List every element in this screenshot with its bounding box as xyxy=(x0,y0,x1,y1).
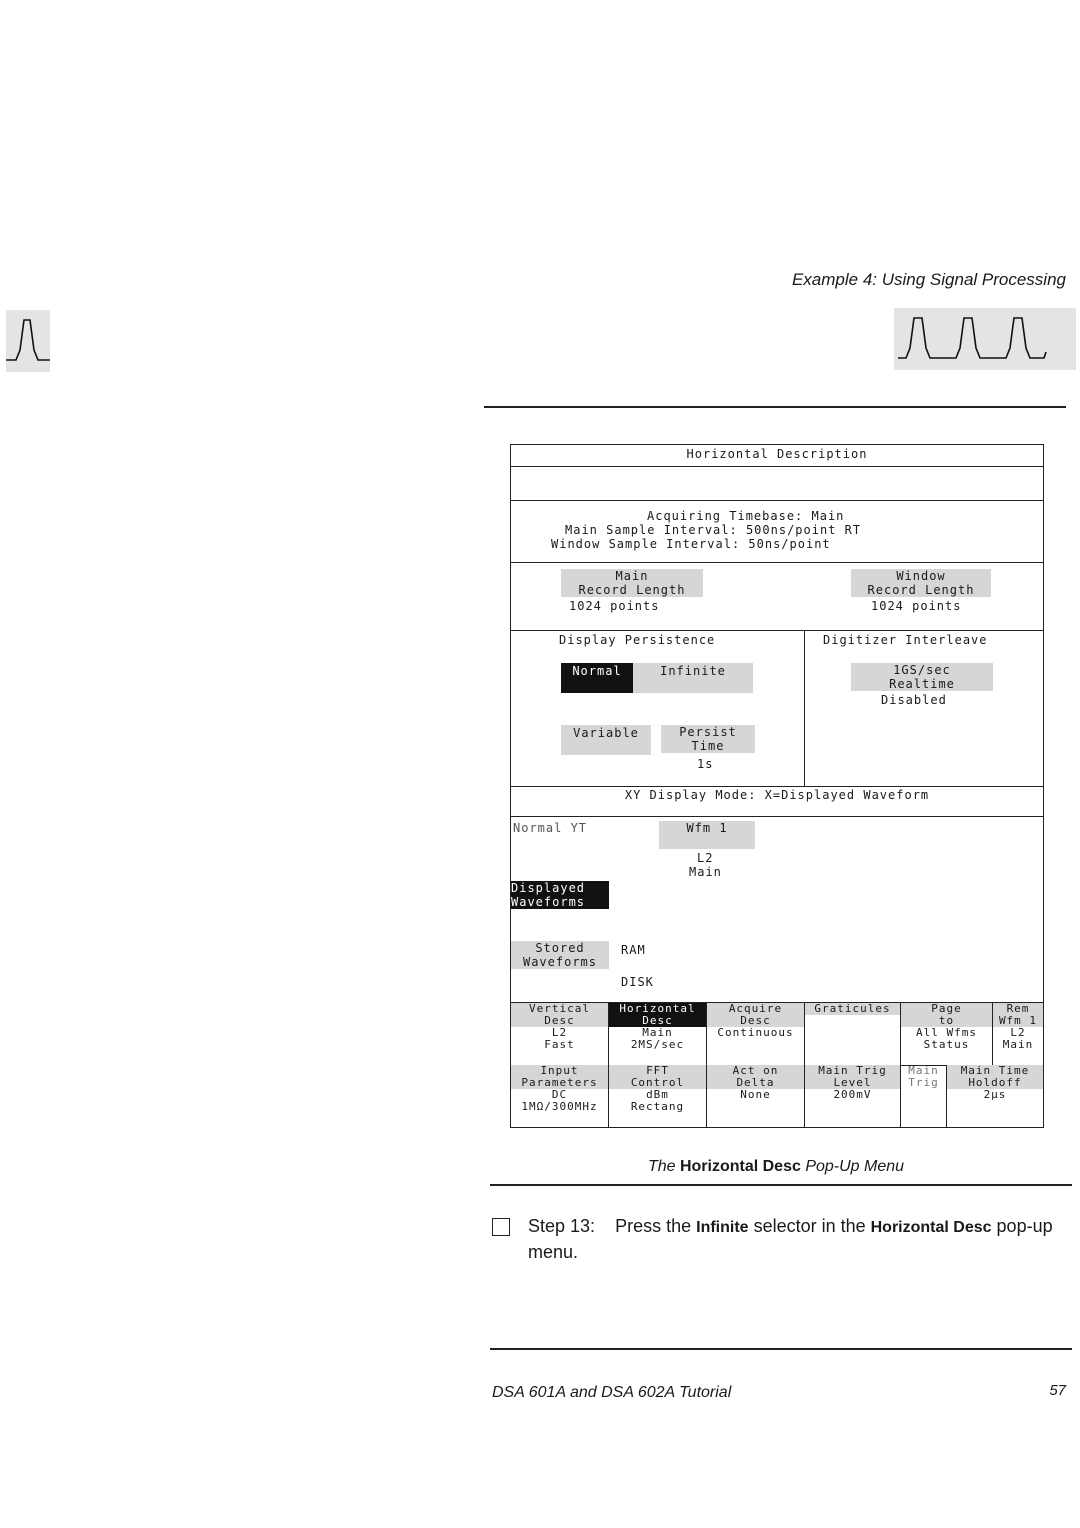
wfm-1-button[interactable]: Wfm 1 xyxy=(659,821,755,849)
step-instruction: Step 13: Press the Infinite selector in the Horizontal Desc pop-up menu. xyxy=(528,1216,1053,1262)
main-record-length-button[interactable]: Main Record Length xyxy=(561,569,703,597)
persist-time-button[interactable]: Persist Time xyxy=(661,725,755,753)
horizontal-desc-button[interactable]: Horizontal Desc Main 2MS/sec xyxy=(609,1003,707,1065)
window-sample-interval: Window Sample Interval: 50ns/point xyxy=(551,537,831,551)
caption-rule xyxy=(490,1184,1072,1186)
step-checkbox[interactable] xyxy=(492,1218,510,1236)
ram-label[interactable]: RAM xyxy=(621,943,646,957)
timebase-info xyxy=(511,501,1043,563)
main-time-holdoff-button[interactable]: Main Time Holdoff 2µs xyxy=(947,1065,1043,1127)
remove-wfm-button[interactable]: Rem Wfm 1 L2 Main xyxy=(993,1003,1043,1065)
fft-control-button[interactable]: FFT Control dBm Rectang xyxy=(609,1065,707,1127)
figure-caption: The Horizontal Desc Pop-Up Menu xyxy=(647,1158,905,1175)
footer-rule xyxy=(490,1348,1072,1350)
wfm-timebase: Main xyxy=(689,865,722,879)
page-number: 57 xyxy=(1049,1382,1066,1399)
normal-yt-button[interactable]: Normal YT xyxy=(513,821,588,835)
pulse-train-icon xyxy=(894,308,1076,370)
variable-button[interactable]: Variable xyxy=(561,725,651,755)
displayed-waveforms-button[interactable]: Displayed Waveforms xyxy=(511,881,609,909)
realtime-interleave-button[interactable]: 1GS/sec Realtime xyxy=(851,663,993,691)
stored-waveforms-button[interactable]: Stored Waveforms xyxy=(511,941,609,969)
interleave-panel xyxy=(805,631,1043,787)
record-length-panel xyxy=(511,563,1043,631)
infinite-button[interactable]: Infinite xyxy=(633,663,753,693)
window-record-length-value: 1024 points xyxy=(871,599,962,613)
acquire-desc-button[interactable]: Acquire Desc Continuous xyxy=(707,1003,805,1065)
menu-row-2 xyxy=(511,1065,1043,1127)
main-record-length-value: 1024 points xyxy=(569,599,660,613)
page-to-status-button[interactable]: Page to All Wfms Status xyxy=(901,1003,993,1065)
pulse-icon xyxy=(6,310,50,372)
xy-display-mode[interactable]: XY Display Mode: X=Displayed Waveform xyxy=(624,788,930,802)
main-trig-level-button[interactable]: Main Trig Level 200mV xyxy=(805,1065,901,1127)
normal-button[interactable]: Normal xyxy=(561,663,633,693)
screen-title: Horizontal Description xyxy=(686,447,868,461)
screen-title-bar xyxy=(511,445,1043,467)
main-sample-interval: Main Sample Interval: 500ns/point RT xyxy=(565,523,862,537)
menu-row-1 xyxy=(511,1003,1043,1066)
page-header-title: Example 4: Using Signal Processing xyxy=(791,270,1066,289)
acquiring-timebase: Acquiring Timebase: Main xyxy=(647,509,845,523)
display-persistence-heading: Display Persistence xyxy=(559,633,716,647)
vertical-desc-button[interactable]: Vertical Desc L2 Fast xyxy=(511,1003,609,1065)
main-trig-button[interactable]: Main Trig xyxy=(901,1065,947,1127)
window-record-length-button[interactable]: Window Record Length xyxy=(851,569,991,597)
wfm-channel: L2 xyxy=(697,851,714,865)
act-on-delta-button[interactable]: Act on Delta None xyxy=(707,1065,805,1127)
message-bar xyxy=(511,467,1043,501)
header-rule xyxy=(484,406,1066,408)
input-parameters-button[interactable]: Input Parameters DC 1MΩ/300MHz xyxy=(511,1065,609,1127)
interleave-status: Disabled xyxy=(881,693,947,707)
digitizer-interleave-heading: Digitizer Interleave xyxy=(823,633,988,647)
horizontal-description-screen xyxy=(510,444,1044,1128)
disk-label[interactable]: DISK xyxy=(621,975,654,989)
xy-mode-bar xyxy=(511,787,1043,817)
waveforms-panel xyxy=(511,817,1043,1003)
persist-time-value: 1s xyxy=(697,757,714,771)
footer-title: DSA 601A and DSA 602A Tutorial xyxy=(492,1384,732,1401)
graticules-button[interactable]: Graticules xyxy=(805,1003,901,1065)
persistence-panel xyxy=(511,631,805,787)
